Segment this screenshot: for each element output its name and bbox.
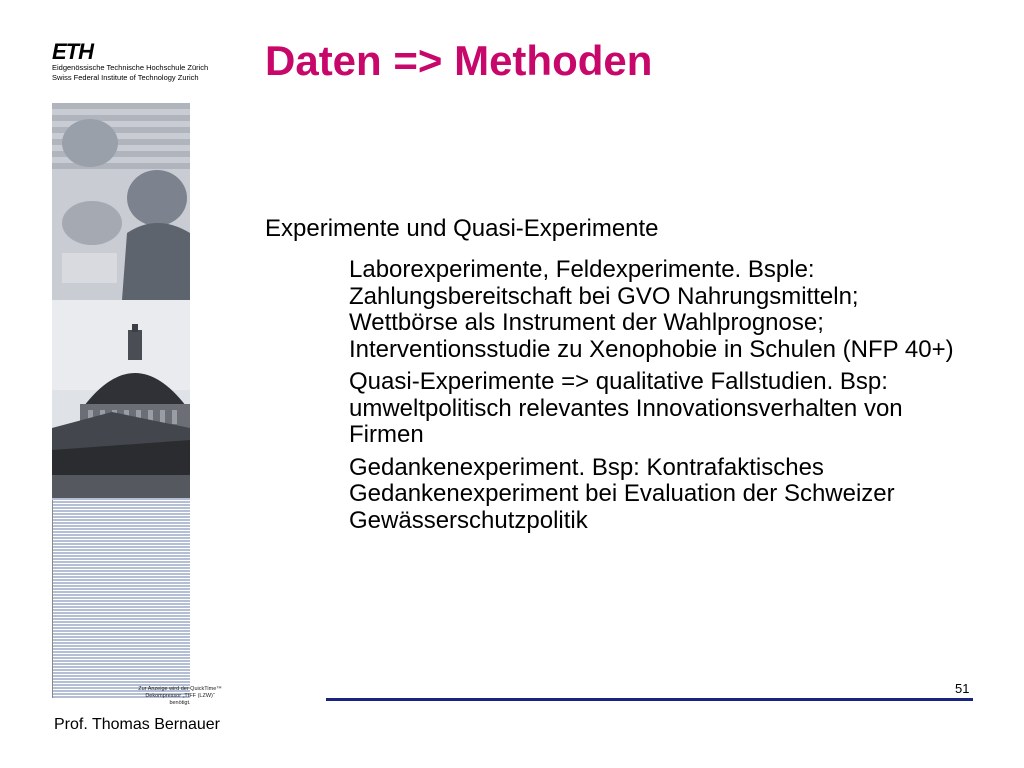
quicktime-note-line-1: Zur Anzeige wird der QuickTime™ xyxy=(138,686,222,692)
sidebar-image-strip xyxy=(52,103,190,698)
bullet-item: Gedankenexperiment. Bsp: Kontrafaktisches Gedankenexperiment bei Evaluation der Schweizer Gewässerschutzpolitik xyxy=(349,453,895,534)
sidebar-divider xyxy=(52,500,53,698)
bullet-item: Quasi-Experimente => qualitative Fallstudien. Bsp: umweltpolitisch relevantes Innovationsverhalten von Firmen xyxy=(349,368,903,448)
eth-dome-photo xyxy=(52,300,190,498)
eth-logo-line-2: Swiss Federal Institute of Technology Zurich xyxy=(52,73,199,82)
quicktime-placeholder-note xyxy=(120,686,240,707)
footer-rule xyxy=(326,698,973,701)
quicktime-note-line-2: Dekompressor „TIFF (LZW)“ xyxy=(145,693,215,699)
eth-logo-wordmark: ETH xyxy=(52,39,93,64)
section-heading: Experimente und Quasi-Experimente xyxy=(265,215,659,242)
eth-logo xyxy=(52,41,208,83)
students-photo xyxy=(52,103,190,300)
bullet-item: Laborexperimente, Feldexperimente. Bsple: Zahlungsbereitschaft bei GVO Nahrungsmitteln; Wettbörse als Instrument der Wahlprognose; Interventionsstudie zu Xenophobie in Schulen (NFP 40+) xyxy=(349,256,954,363)
quicktime-note-line-3: benötigt. xyxy=(169,700,191,706)
eth-logo-line-1: Eidgenössische Technische Hochschule Zürich xyxy=(52,63,209,72)
bullet-list xyxy=(349,257,969,540)
stripe-pattern xyxy=(52,498,190,698)
footer-author: Prof. Thomas Bernauer xyxy=(54,716,221,733)
page-number: 51 xyxy=(955,681,970,696)
slide-title: Daten => Methoden xyxy=(265,37,653,84)
